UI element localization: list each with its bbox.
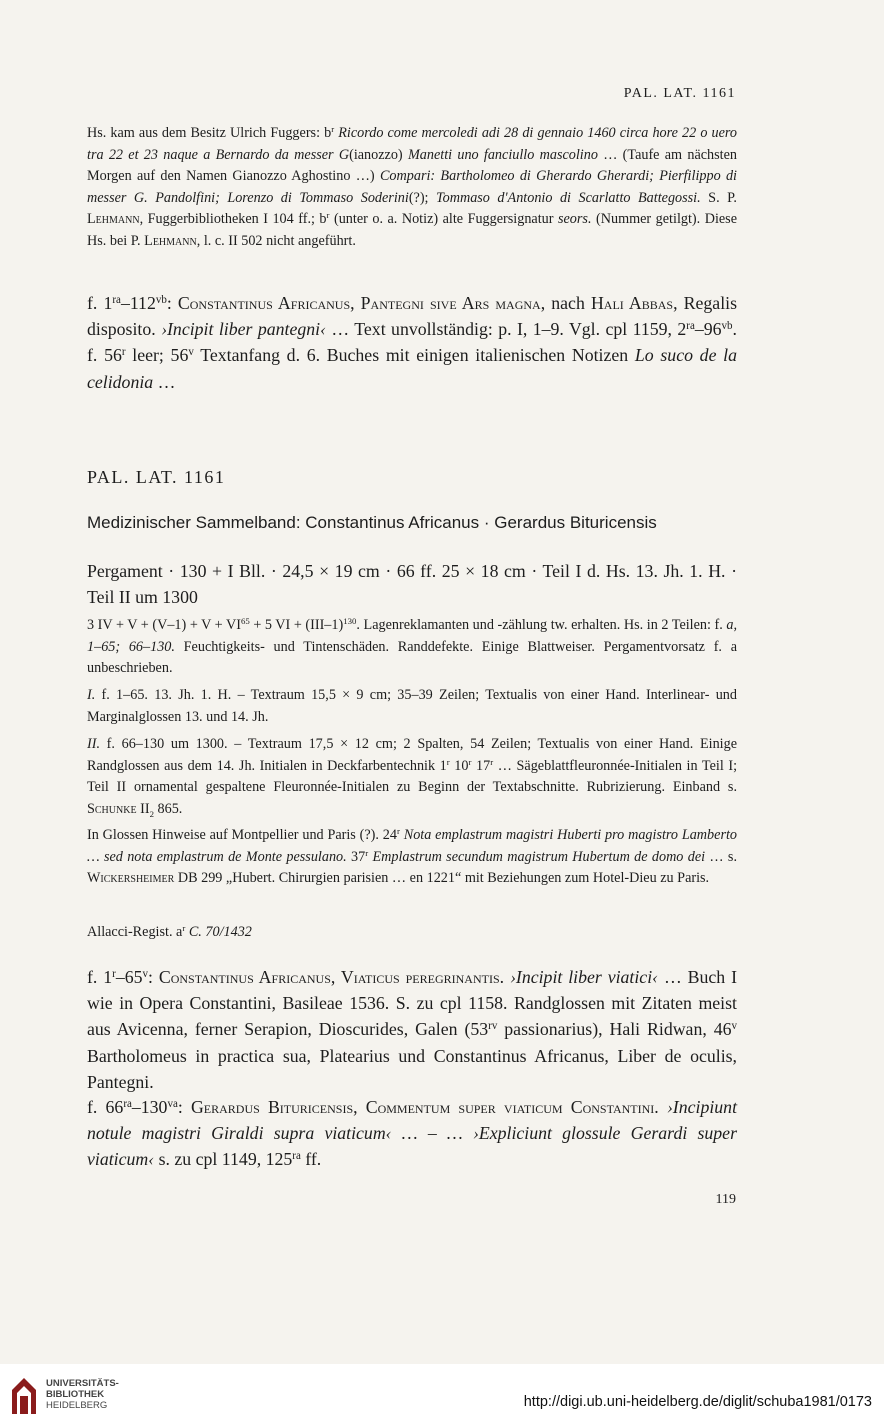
glosses-paragraph: In Glossen Hinweise auf Montpellier und Paris (?). 24$^r$ Nota emplastrum magistri Huberti pro magistro Lamberto … sed nota emplastrum de Monte pessulano. 37$^r$ Emplastrum secundum magistrum Hubertum de domo dei … s. Wickersheimer DB 299 „Hubert. Chirurgien parisien … en 1221“ mit Beziehungen zum Hotel-Dieu zu Paris. [87, 826, 737, 886]
source-url-link[interactable]: http://digi.ub.uni-heidelberg.de/diglit/schuba1981/0173 [523, 1394, 872, 1410]
part-two-description: II. f. 66–130 um 1300. – Textraum 17,5 × 12 cm; 2 Spalten, 54 Zeilen; Textualis von einer Hand. Einige Randglossen aus dem 14. Jh. Initialen in Deckfarbentechnik 1$^r$ 10$^r$ 17$^r$ … Sägeblattfleuronnée-Initialen in Teil I; Teil II ornamental gespaltene Fleuronnée-Initialen zu Beginn der Textabschnitte. Rubrizierung. Einband s. Schunke $II_2$ 865. [87, 736, 738, 819]
physical-description: Pergament · 130 + I Bll. · 24,5 × 19 cm · 66 ff. 25 × 18 cm · Teil I d. Hs. 13. Jh. 1. H. · Teil II um 1300 [87, 561, 737, 608]
allacci-register: Allacci-Regist. $a^r$ C. 70/1432 [87, 923, 252, 940]
viewer-footer [0, 1364, 884, 1426]
part-one-description: I. f. 1–65. 13. Jh. 1. H. – Textraum 15,5 × 9 cm; 35–39 Zeilen; Textualis von einer Hand. Interlinear- und Marginalglossen 13. und 14. Jh. [87, 687, 737, 725]
section-heading: PAL. LAT. 1161 [87, 467, 226, 487]
library-logo-icon [10, 1376, 38, 1416]
provenance-paragraph: Hs. kam aus dem Besitz Ulrich Fuggers: $b^r$ Ricordo come mercoledi adi 28 di gennaio 1460 circa hore 22 o uero tra 22 et 23 naque a Bernardo da messer G(ianozzo) Manetti uno fanciullo mascolino … (Taufe am nächsten Morgen auf den Namen Gianozzo Aghostino …) Compari: Bartholomeo di Gherardo Gherardi; Pierfilippo di messer G. Pandolfini; Lorenzo di Tommaso Soderini(?); Tommaso d'Antonio di Scarlatto Battegossi. S. P. Lehmann, Fuggerbibliotheken I 104 ff.; $b^r$ (unter o. a. Notiz) alte Fuggersignatur seors. (Nummer getilgt). Diese Hs. bei P. Lehmann, l. c. II 502 nicht angeführt. [87, 124, 738, 249]
collation-paragraph: 3 IV + $V + (V-1) + V + VI^{65} + 5$ VI + $(III-1)^{130}$. Lagenreklamanten und -zählung tw. erhalten. Hs. in 2 Teilen: f. a, 1–65; 66–130. Feuchtigkeits- und Tintenschäden. Randdefekte. Einige Blattweiser. Pergamentvorsatz f. a unbeschrieben. [87, 616, 738, 676]
library-name: UNIVERSITÄTS- BIBLIOTHEK HEIDELBERG [46, 1378, 119, 1411]
entry-gerardus: f. $66^{ra}-130^{va}$: Gerardus Bituricensis, Commentum super viaticum Constantini. ›Incipiunt notule magistri Giraldi supra viaticum‹ … – … ›Expliciunt glossule Gerardi super viaticum‹ s. zu cpl 1149, $125^{ra}$ ff. [87, 1097, 738, 1170]
running-head: PAL. LAT. 1161 [623, 86, 736, 101]
entry-viaticus: f. 1$^r$–65$^v$: Constantinus Africanus, Viaticus peregrinantis. ›Incipit liber viatici‹ … Buch I wie in Opera Constantini, Basileae 1536. S. zu cpl 1158. Randglossen mit Zitaten meist aus Avicenna, ferner Serapion, Dioscurides, Galen ($53^{rv}$ passionarius), Hali Ridwan, 46$^v$ Bartholomeus in practica sua, Platearius und Constantinus Africanus, Liber de oculis, Pantegni. [87, 967, 738, 1092]
entry-pantegni: f. $1^{ra}-112^{vb}$: Constantinus Africanus, Pantegni sive Ars magna, nach Hali Abbas, Regalis disposito. ›Incipit liber pantegni‹ … Text unvollständig: p. I, 1–9. Vgl. cpl 1159, $2^{ra}-96^{vb}$. f. 56$^r$ leer; 56$^v$ Textanfang d. 6. Buches mit einigen italienischen Notizen Lo suco de la celidonia … [87, 293, 738, 392]
section-subheading: Medizinischer Sammelband: Constantinus Africanus · Gerardus Bituricensis [87, 513, 657, 532]
page-number: 119 [715, 1192, 736, 1207]
